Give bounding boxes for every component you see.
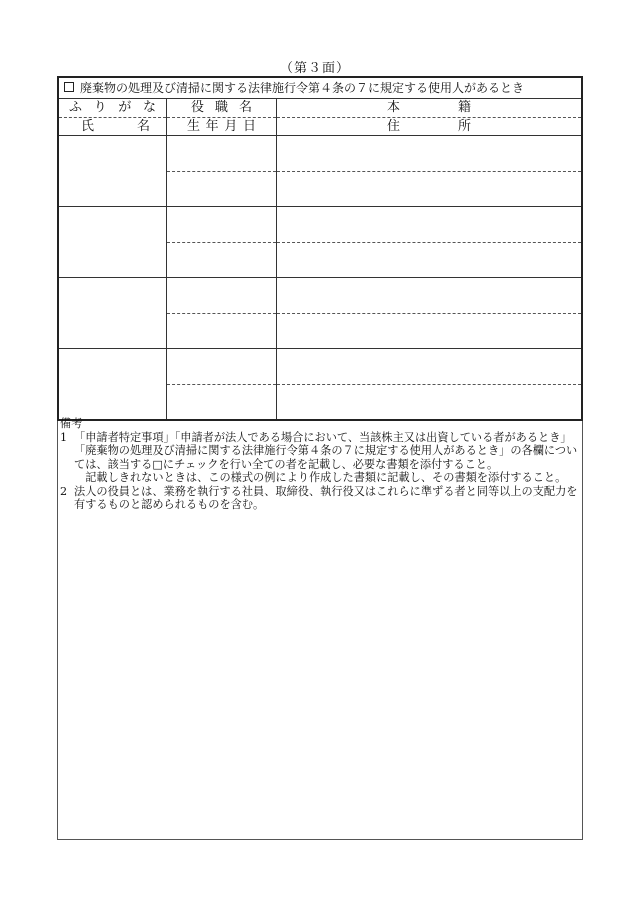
domicile-input[interactable] <box>277 349 581 385</box>
birth-date-input[interactable] <box>167 385 276 420</box>
domicile-address-cell <box>277 207 581 277</box>
name-cell[interactable] <box>59 278 167 348</box>
position-input[interactable] <box>167 278 276 314</box>
note-item <box>60 431 580 472</box>
birth-date-input[interactable] <box>167 243 276 278</box>
note-number: 1 <box>60 430 68 444</box>
header-address: 住 所 <box>387 119 471 134</box>
domicile-address-cell <box>277 136 581 206</box>
note-item <box>60 485 580 512</box>
position-input[interactable] <box>167 349 276 385</box>
page-label: （第３面） <box>279 61 350 76</box>
address-input[interactable] <box>277 314 581 349</box>
position-input[interactable] <box>167 136 276 172</box>
table-row <box>59 207 581 278</box>
domicile-input[interactable] <box>277 136 581 172</box>
table-row <box>59 136 581 207</box>
address-input[interactable] <box>277 243 581 278</box>
header-domicile: 本 籍 <box>277 99 581 118</box>
header-position-column <box>167 99 277 135</box>
birth-date-input[interactable] <box>167 314 276 349</box>
name-cell[interactable] <box>59 207 167 277</box>
note-number: 2 <box>60 484 68 498</box>
birth-date-input[interactable] <box>167 172 276 207</box>
domicile-address-cell <box>277 278 581 348</box>
notes-section <box>60 417 580 512</box>
domicile-input[interactable] <box>277 278 581 314</box>
domicile-address-cell <box>277 349 581 419</box>
note-item <box>60 471 580 485</box>
name-cell[interactable] <box>59 349 167 419</box>
header-position: 役 職 名 <box>167 99 276 118</box>
position-birth-cell <box>167 207 277 277</box>
notes-title: 備考 <box>60 417 83 430</box>
table-row <box>59 278 581 349</box>
checkbox-statement: 廃棄物の処理及び清掃に関する法律施行令第４条の７に規定する使用人があるとき <box>80 81 525 95</box>
name-cell[interactable] <box>59 136 167 206</box>
address-input[interactable] <box>277 385 581 420</box>
header-furigana: ふ り が な <box>59 99 166 118</box>
position-birth-cell <box>167 136 277 206</box>
header-name: 氏 名 <box>81 119 150 134</box>
header-address-column <box>277 99 581 135</box>
domicile-input[interactable] <box>277 207 581 243</box>
address-input[interactable] <box>277 172 581 207</box>
table-header <box>59 99 581 136</box>
note-text: 「申請者特定事項」「申請者が法人である場合において、当該株主又は出資している者があるとき」「廃棄物の処理及び清掃に関する法律施行令第４条の７に規定する使用人があるとき」の各欄については、該当する□にチェックを行い全ての者を記載し、必要な書類を添付すること。 <box>74 430 578 471</box>
header-name-column <box>59 99 167 135</box>
employee-checkbox-row[interactable] <box>59 78 581 99</box>
position-input[interactable] <box>167 207 276 243</box>
employee-checkbox[interactable] <box>64 82 74 92</box>
note-number <box>60 471 74 485</box>
header-birth-date: 生 年 月 日 <box>187 119 256 134</box>
position-birth-cell <box>167 278 277 348</box>
employee-table <box>57 76 583 421</box>
note-text: 法人の役員とは、業務を執行する社員、取締役、執行役又はこれらに準ずる者と同等以上の支配力を有するものと認められるものを含む。 <box>74 484 578 511</box>
position-birth-cell <box>167 349 277 419</box>
table-row <box>59 349 581 419</box>
note-text: 記載しきれないときは、この様式の例により作成した書類に記載し、その書類を添付すること。 <box>74 471 567 484</box>
